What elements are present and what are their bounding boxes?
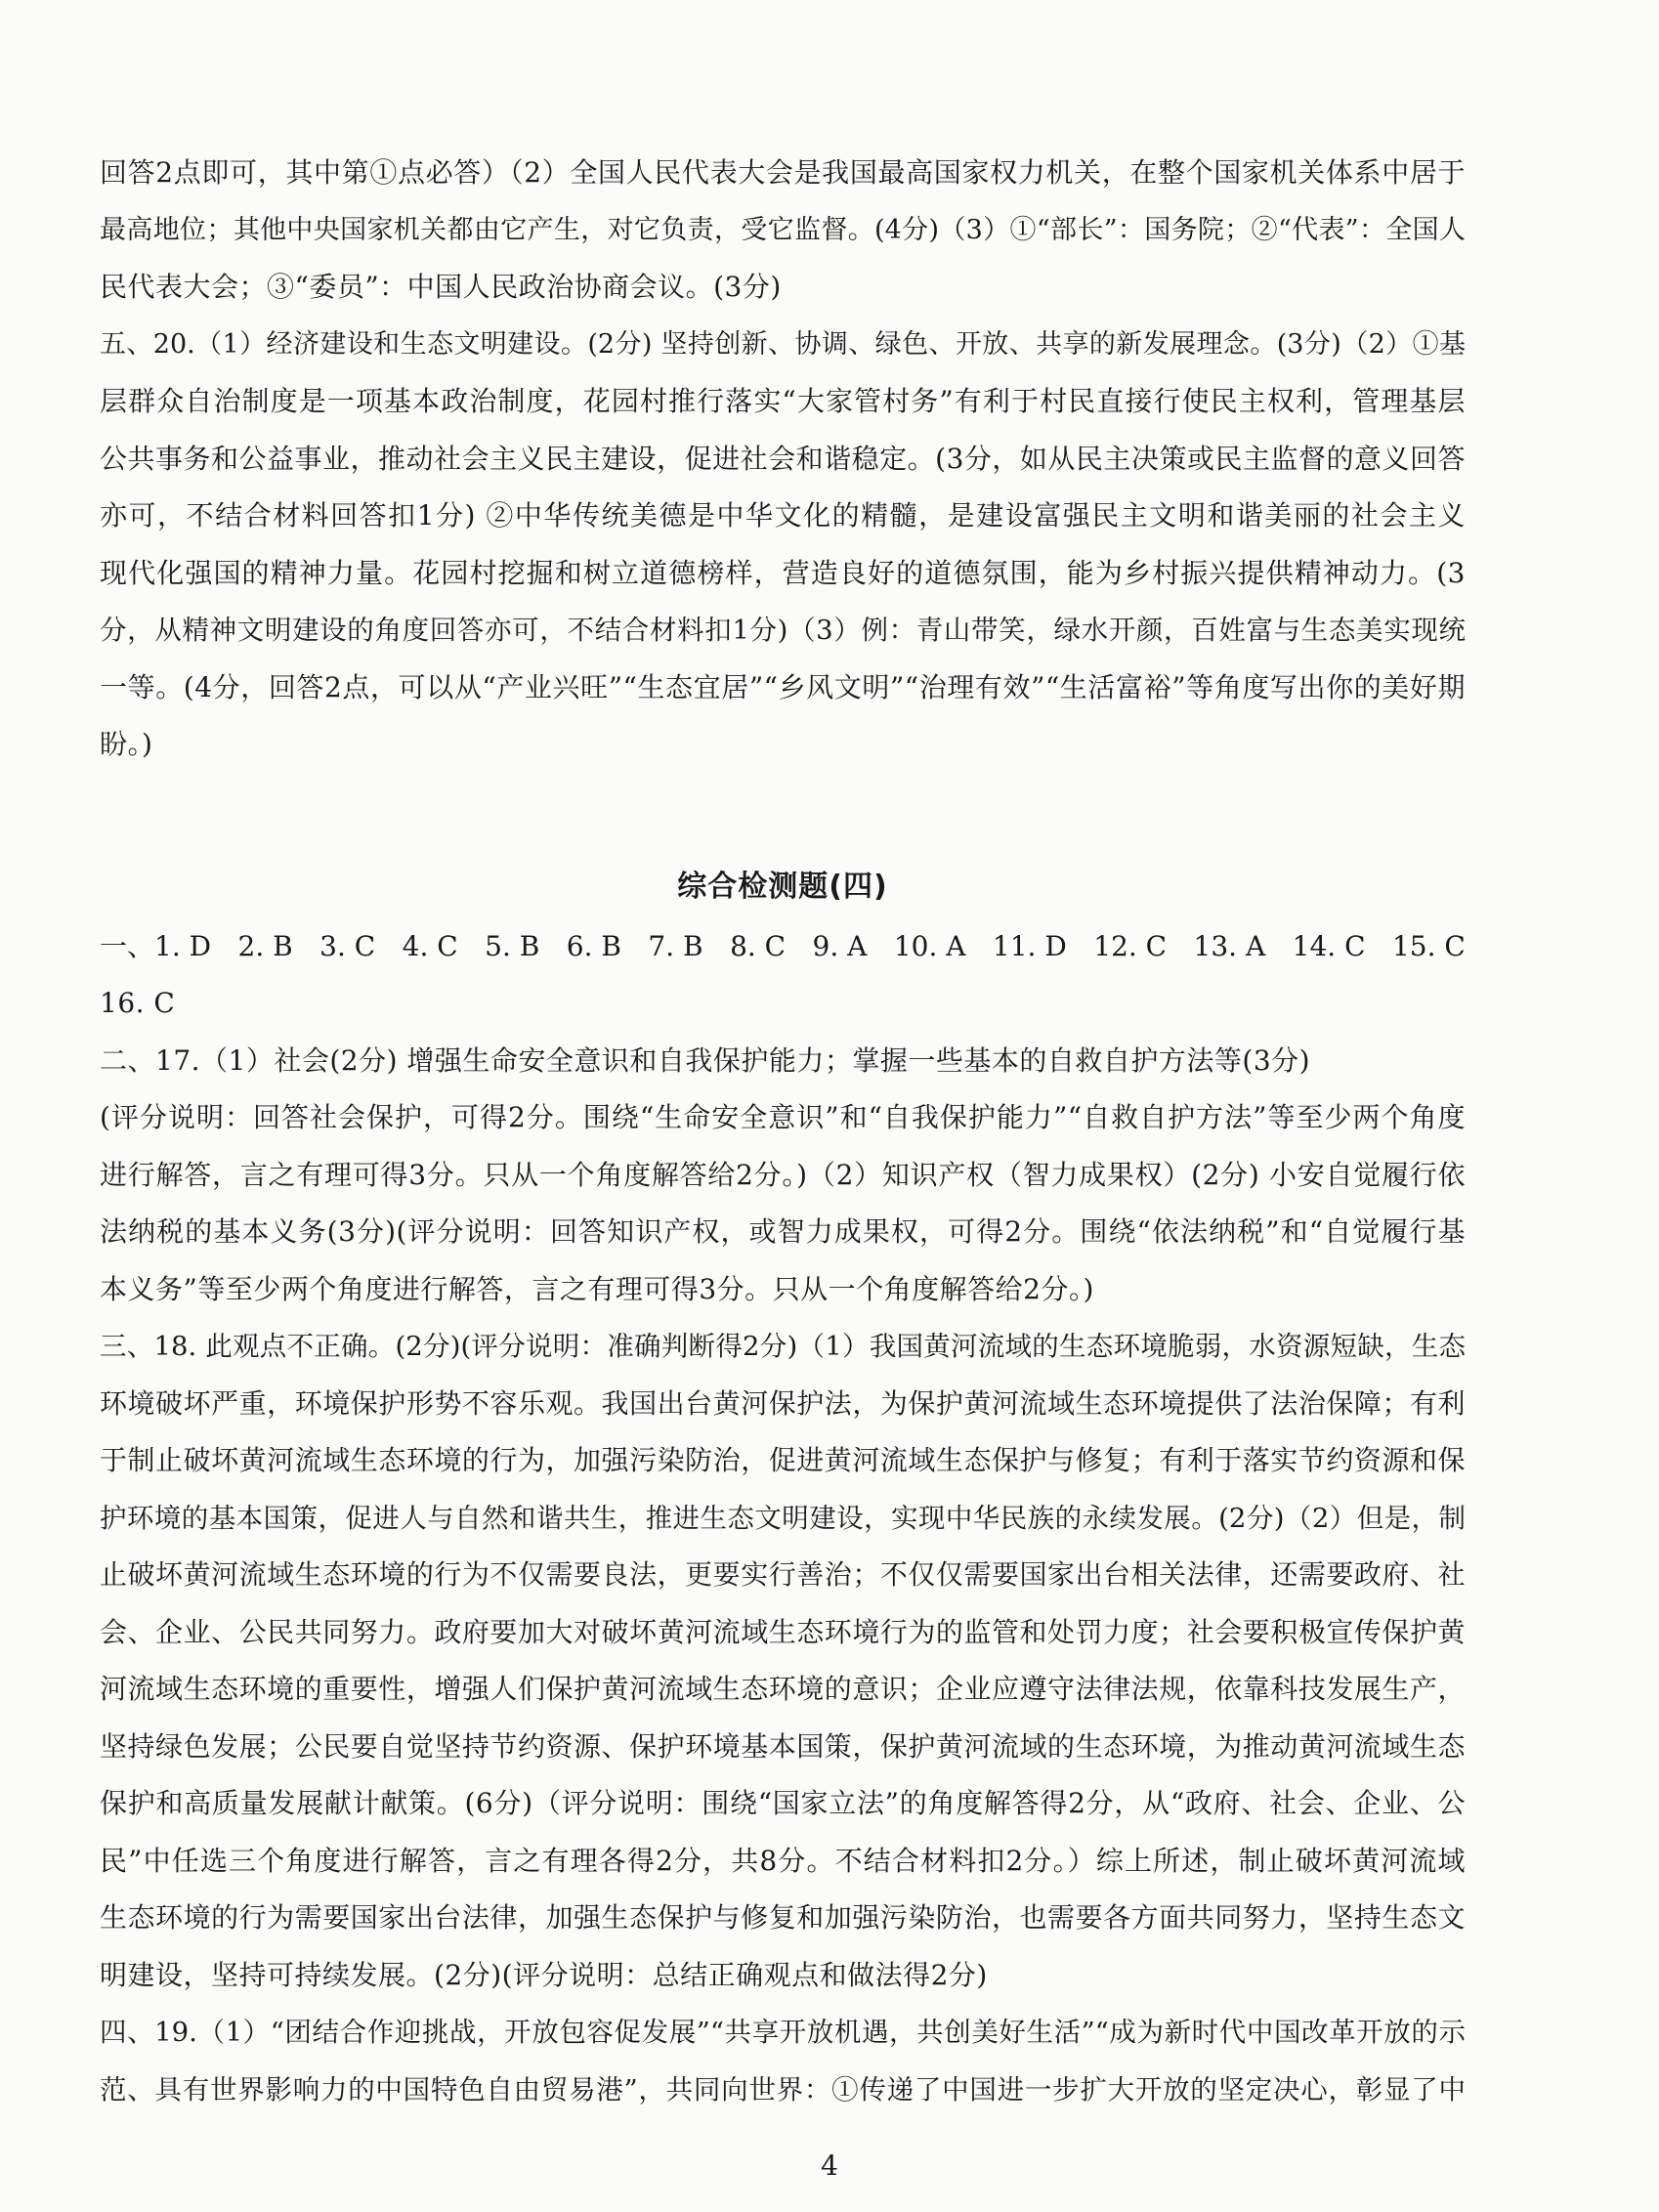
document-page — [100, 145, 1466, 2118]
answer-item: 13. A — [1193, 929, 1266, 962]
text-line: 层群众自治制度是一项基本政治制度，花园村推行落实“大家管村务”有利于村民直接行使民主权利，管理基层 — [100, 385, 1466, 417]
answer-item: 5. B — [485, 929, 540, 962]
paragraph-block-1 — [100, 145, 1466, 317]
text-line: 明建设，坚持可持续发展。(2分)(评分说明：总结正确观点和做法得2分) — [100, 1958, 988, 1991]
text-line: 分，从精神文明建设的角度回答亦可，不结合材料扣1分)（3）例：青山带笑，绿水开颜，百姓富与生态美实现统 — [100, 615, 1466, 646]
text-line: 保护和高质量发展献计献策。(6分)（评分说明：围绕“国家立法”的角度解答得2分，从“政府、社会、企业、公 — [100, 1787, 1466, 1819]
text-line: 三、18. 此观点不正确。(2分)(评分说明：准确判断得2分)（1）我国黄河流域的生态环境脆弱，水资源短缺，生态 — [100, 1331, 1466, 1362]
answer-item: 12. C — [1093, 929, 1168, 962]
text-line: 回答2点即可，其中第①点必答）（2）全国人民代表大会是我国最高国家权力机关，在整个国家机关体系中居于 — [100, 156, 1466, 189]
text-line: 本义务”等至少两个角度进行解答，言之有理可得3分。只从一个角度解答给2分。) — [100, 1272, 1094, 1305]
answer-item: 2. B — [237, 929, 293, 962]
text-line: 河流域生态环境的重要性，增强人们保护黄河流域生态环境的意识；企业应遵守法律法规，依靠科技发展生产， — [100, 1673, 1466, 1705]
answer-item: 10. A — [893, 929, 966, 962]
answer-item-last: 16. C — [100, 987, 176, 1019]
text-line: 生态环境的行为需要国家出台法律，加强生态保护与修复和加强污染防治，也需要各方面共同努力，坚持生态文 — [100, 1901, 1466, 1934]
text-line: 五、20.（1）经济建设和生态文明建设。(2分) 坚持创新、协调、绿色、开放、共享的新发展理念。(3分)（2）①基 — [100, 328, 1466, 360]
text-line: 盼。) — [100, 728, 153, 760]
answer-item: 7. B — [648, 929, 703, 962]
answer-item: 15. C — [1391, 929, 1466, 962]
text-line: 二、17.（1）社会(2分) 增强生命安全意识和自我保护能力；掌握一些基本的自救自护方法等(3分) — [100, 1043, 1311, 1077]
text-line: 止破坏黄河流域生态环境的行为不仅需要良法，更要实行善治；不仅仅需要国家出台相关法律，还需要政府、社 — [100, 1558, 1466, 1591]
text-line: 最高地位；其他中央国家机关都由它产生，对它负责，受它监督。(4分)（3）①“部长”：国务院；②“代表”：全国人 — [100, 214, 1466, 245]
text-line: 民代表大会；③“委员”：中国人民政治协商会议。(3分) — [100, 271, 782, 303]
answer-item: 14. C — [1292, 929, 1366, 962]
text-line: 于制止破坏黄河流域生态环境的行为，加强污染防治，促进黄河流域生态保护与修复；有利于落实节约资源和保 — [100, 1444, 1466, 1476]
answer-key-row — [100, 918, 1466, 976]
text-line: 进行解答，言之有理可得3分。只从一个角度解答给2分。)（2）知识产权（智力成果权）(2分) 小安自觉履行依 — [100, 1158, 1466, 1191]
text-line: (评分说明：回答社会保护，可得2分。围绕“生命安全意识”和“自我保护能力”“自救自护方法”等至少两个角度 — [100, 1101, 1466, 1133]
answer-item: 6. B — [566, 929, 621, 962]
text-line: 法纳税的基本义务(3分)(评分说明：回答知识产权，或智力成果权，可得2分。围绕“依法纳税”和“自觉履行基 — [100, 1215, 1466, 1248]
answer-item: 9. A — [812, 929, 868, 962]
text-line: 民”中任选三个角度进行解答，言之有理各得2分，共8分。不结合材料扣2分。）综上所述，制止破坏黄河流域 — [100, 1844, 1466, 1877]
text-line: 现代化强国的精神力量。花园村挖掘和树立道德榜样，营造良好的道德氛围，能为乡村振兴提供精神动力。(3 — [100, 556, 1466, 589]
answer-item: 3. C — [319, 929, 376, 962]
answer-item: 4. C — [402, 929, 458, 962]
text-line: 范、具有世界影响力的中国特色自由贸易港”，共同向世界：①传递了中国进一步扩大开放的坚定决心，彰显了中 — [100, 2073, 1466, 2106]
answer-item: 11. D — [992, 929, 1067, 962]
paragraph-block-3 — [100, 1033, 1466, 2119]
answer-key-prefix: 一、1. D — [100, 929, 212, 962]
text-line: 护环境的基本国策，促进人与自然和谐共生，推进生态文明建设，实现中华民族的永续发展。(2分)（2）但是，制 — [100, 1502, 1466, 1534]
spacer — [100, 774, 1466, 856]
text-line: 一等。(4分，回答2点，可以从“产业兴旺”“生态宜居”“乡风文明”“治理有效”“生活富裕”等角度写出你的美好期 — [100, 670, 1466, 703]
answer-item: 8. C — [730, 929, 787, 962]
text-line: 亦可，不结合材料回答扣1分) ②中华传统美德是中华文化的精髓，是建设富强民主文明和谐美丽的社会主义 — [100, 499, 1466, 532]
section-title: 综合检测题(四) — [677, 869, 888, 904]
paragraph-block-2 — [100, 317, 1466, 774]
text-line: 四、19.（1）“团结合作迎挑战，开放包容促发展”“共享开放机遇，共创美好生活”“成为新时代中国改革开放的示 — [100, 2017, 1466, 2048]
text-line: 环境破坏严重，环境保护形势不容乐观。我国出台黄河保护法，为保护黄河流域生态环境提供了法治保障；有利 — [100, 1386, 1466, 1420]
text-line: 会、企业、公民共同努力。政府要加大对破坏黄河流域生态环境行为的监管和处罚力度；社会要积极宣传保护黄 — [100, 1615, 1466, 1648]
text-line: 公共事务和公益事业，推动社会主义民主建设，促进社会和谐稳定。(3分，如从民主决策或民主监督的意义回答 — [100, 442, 1466, 475]
page-number: 4 — [821, 2149, 838, 2182]
text-line: 坚持绿色发展；公民要自觉坚持节约资源、保护环境基本国策，保护黄河流域的生态环境，为推动黄河流域生态 — [100, 1729, 1466, 1763]
